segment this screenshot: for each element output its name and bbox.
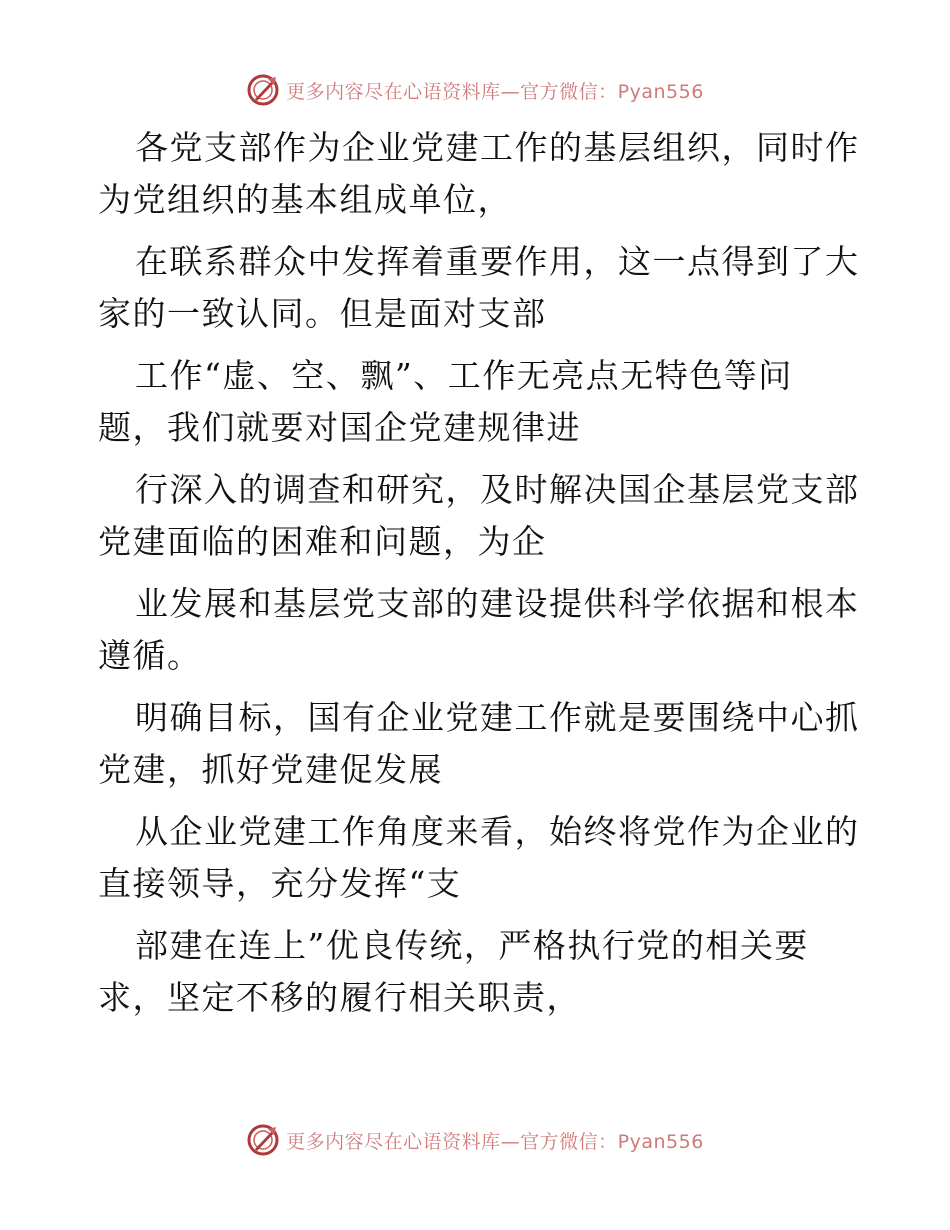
text-line: 党建面临的困难和问题，为企	[98, 522, 547, 561]
text-line: 在联系群众中发挥着重要作用，这一点得到了大	[135, 242, 860, 281]
text-line: 从企业党建工作角度来看，始终将党作为企业的	[135, 812, 860, 851]
text-line: 工作“虚、空、飘”、工作无亮点无特色等问	[135, 356, 793, 395]
text-line: 各党支部作为企业党建工作的基层组织，同时作	[135, 128, 860, 167]
text-line: 求，坚定不移的履行相关职责，	[98, 978, 581, 1017]
text-line: 家的一致认同。但是面对支部	[98, 294, 547, 333]
text-line: 题，我们就要对国企党建规律进	[98, 408, 581, 447]
quill-pen-logo-icon	[246, 1123, 280, 1157]
text-line: 遵循。	[98, 636, 202, 675]
text-line: 业发展和基层党支部的建设提供科学依据和根本	[135, 584, 860, 623]
quill-pen-logo-icon	[246, 73, 280, 107]
footer-banner	[0, 1120, 950, 1160]
header-banner-text: 更多内容尽在心语资料库—官方微信：Pyan556	[286, 80, 704, 103]
document-body	[98, 122, 858, 1024]
text-line: 部建在连上”优良传统，严格执行党的相关要	[135, 926, 809, 965]
text-line: 直接领导，充分发挥“支	[98, 864, 462, 903]
text-line: 党建，抓好党建促发展	[98, 750, 443, 789]
text-line: 明确目标，国有企业党建工作就是要围绕中心抓	[135, 698, 860, 737]
text-line: 行深入的调查和研究，及时解决国企基层党支部	[135, 470, 860, 509]
text-line: 为党组织的基本组成单位，	[98, 180, 512, 219]
header-banner	[0, 70, 950, 110]
footer-banner-text: 更多内容尽在心语资料库—官方微信：Pyan556	[286, 1130, 704, 1153]
